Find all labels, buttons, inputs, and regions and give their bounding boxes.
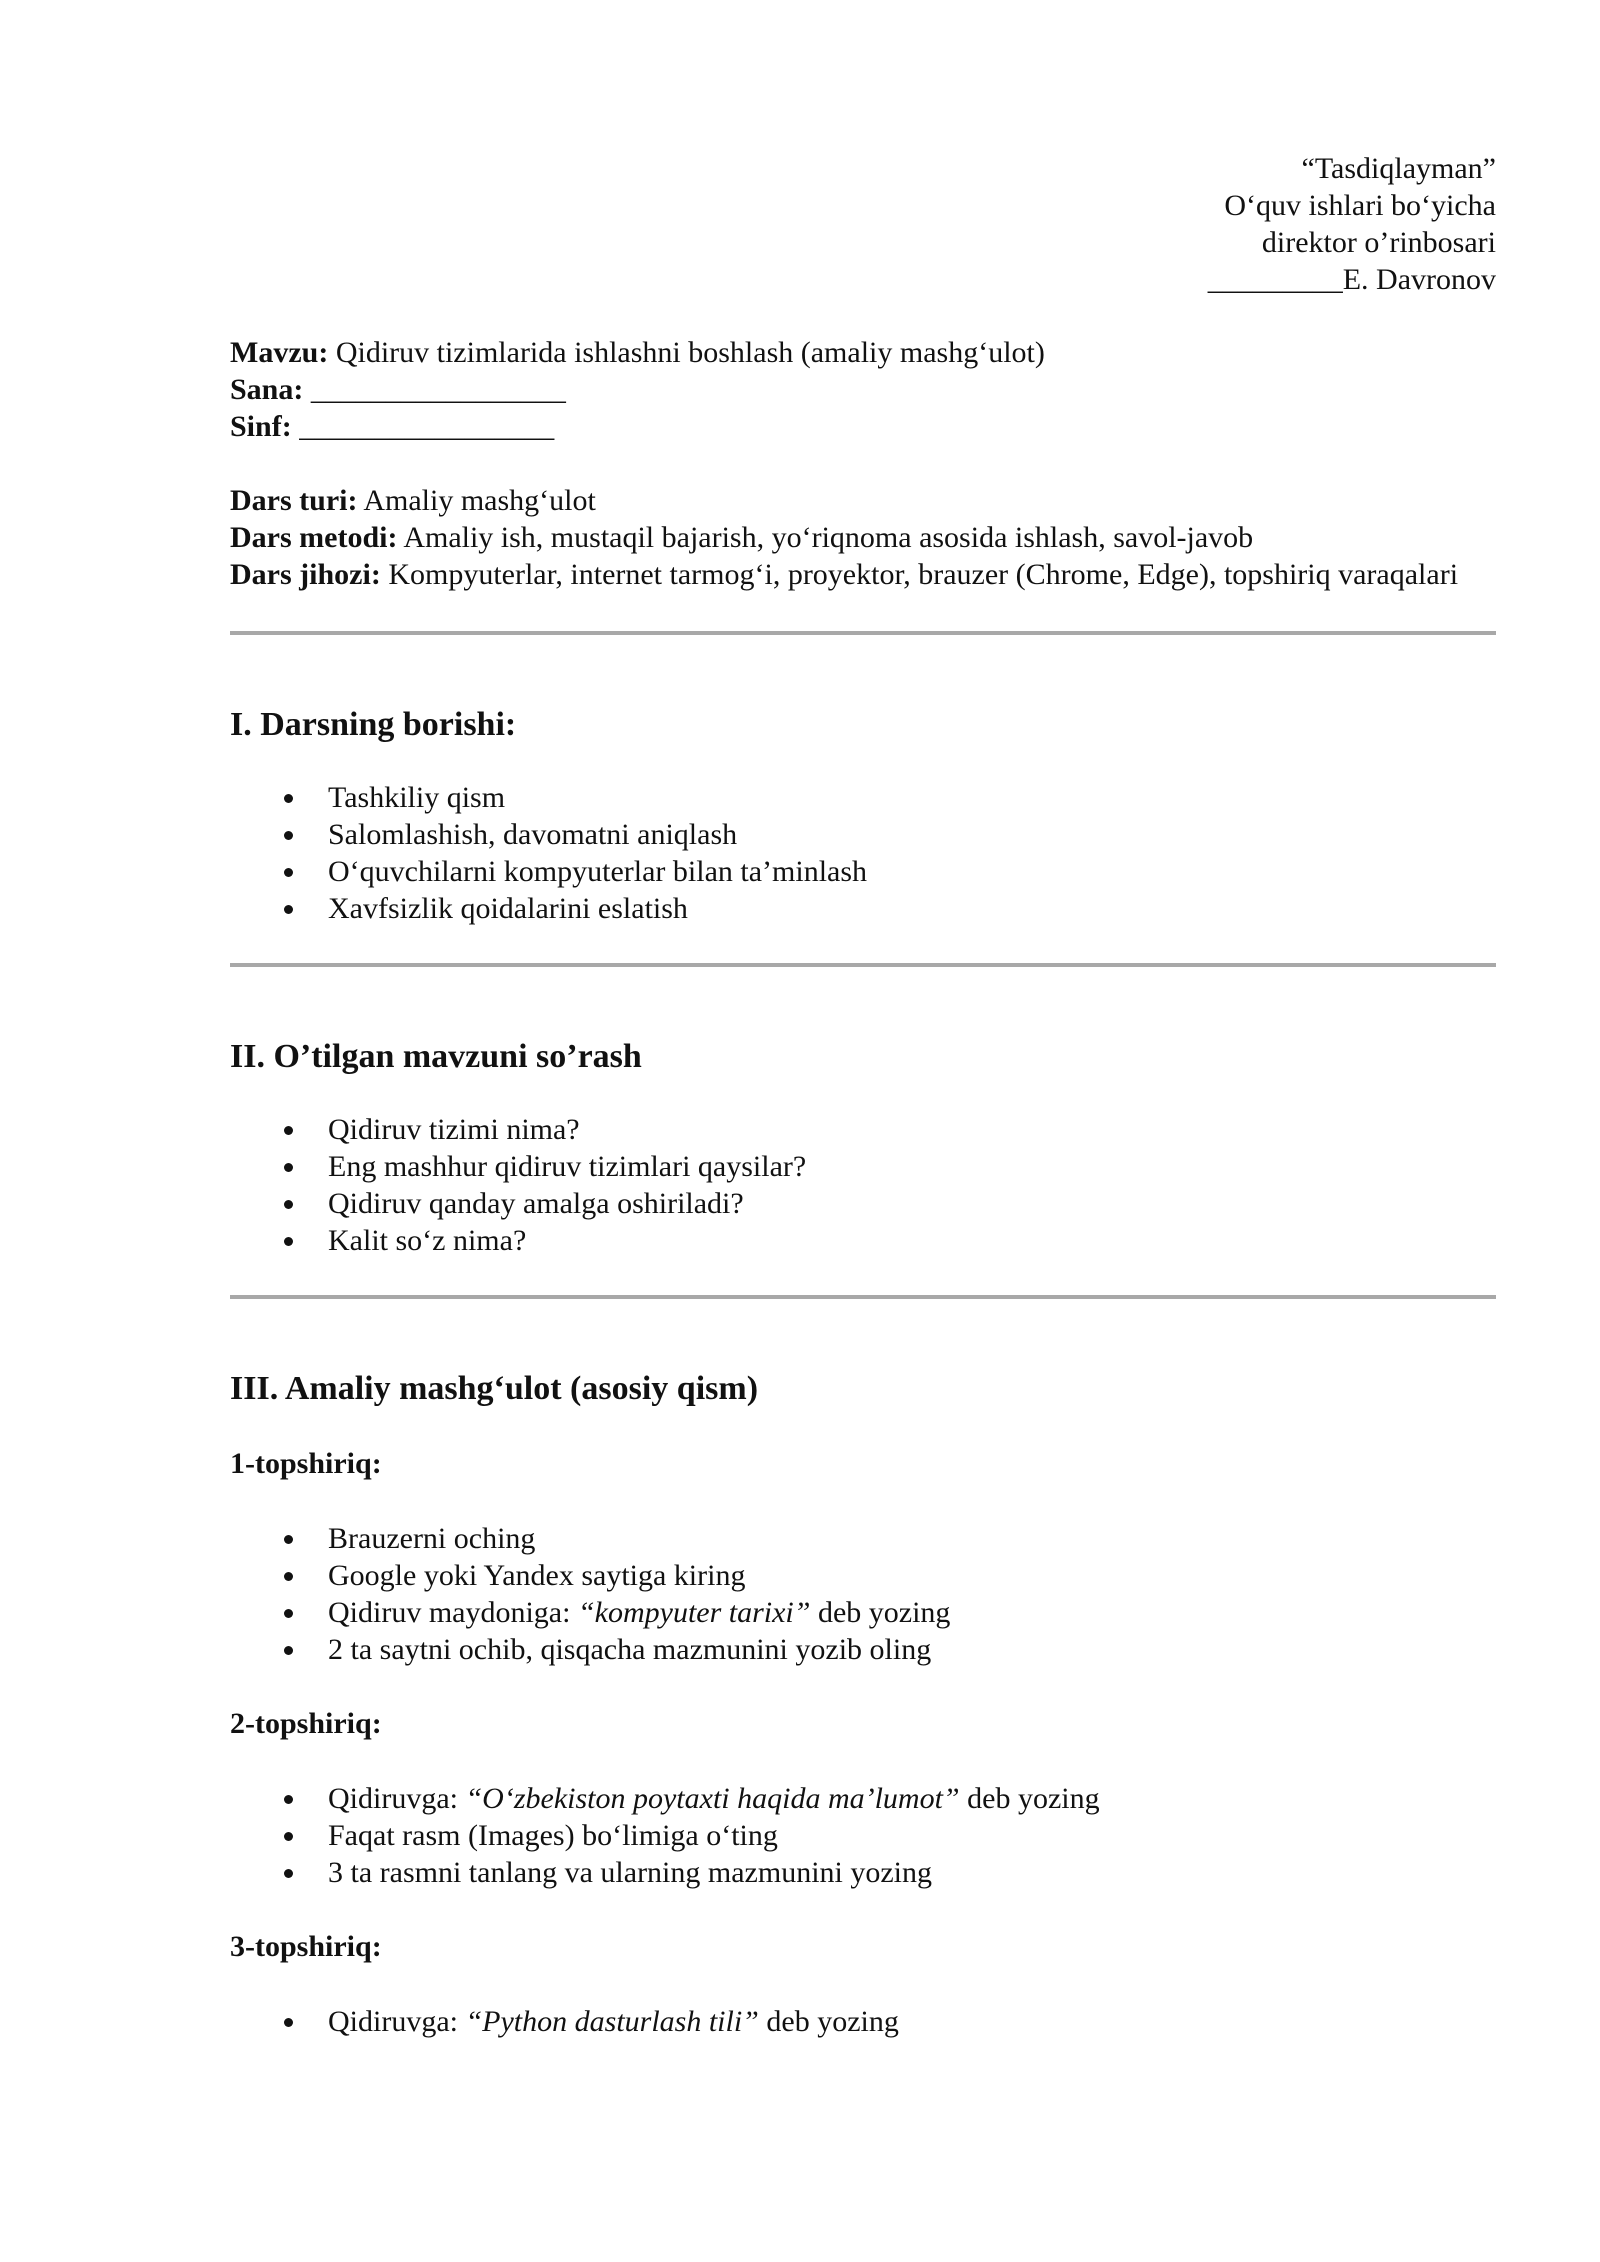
item-text: deb yozing — [810, 1596, 951, 1629]
item-text: deb yozing — [758, 2005, 899, 2038]
class-label: Sinf: — [230, 410, 292, 443]
task-2-list — [230, 1780, 1496, 1891]
document-page — [230, 150, 1496, 2040]
list-item — [230, 1780, 1496, 1817]
class-value: _________________ — [291, 410, 555, 443]
approval-block — [230, 150, 1496, 298]
date-row — [230, 371, 1496, 408]
lesson-equipment-row — [230, 556, 1496, 593]
topic-label: Mavzu: — [230, 336, 329, 369]
lesson-type-label: Dars turi: — [230, 484, 358, 517]
section-2-title: II. O’tilgan mavzuni so’rash — [230, 1038, 642, 1075]
topic-row — [230, 334, 1496, 371]
section-1-title: I. Darsning borishi: — [230, 706, 517, 743]
list-item: Brauzerni oching — [230, 1520, 1496, 1557]
list-item: 2 ta saytni ochib, qisqacha mazmunini yozib oling — [230, 1631, 1496, 1668]
item-text: Qidiruvga: — [328, 1782, 466, 1815]
approval-signature: _________E. Davronov — [1207, 263, 1496, 296]
list-item: Kalit so‘z nima? — [230, 1222, 1496, 1259]
task-2-title: 2-topshiriq: — [230, 1707, 382, 1740]
search-query: “Python dasturlash tili” — [465, 2005, 759, 2038]
item-text: Qidiruvga: — [328, 2005, 466, 2038]
list-item: 3 ta rasmni tanlang va ularning mazmunini yozing — [230, 1854, 1496, 1891]
list-item: Tashkiliy qism — [230, 779, 1496, 816]
task-3-list — [230, 2003, 1496, 2040]
list-item: O‘quvchilarni kompyuterlar bilan ta’minlash — [230, 853, 1496, 890]
divider — [230, 631, 1496, 635]
lesson-type-row — [230, 482, 1496, 519]
task-1-title: 1-topshiriq: — [230, 1447, 382, 1480]
approval-position: O‘quv ishlari bo‘yicha — [1224, 189, 1496, 222]
list-item — [230, 1594, 1496, 1631]
lesson-method-row — [230, 519, 1496, 556]
search-query: “kompyuter tarixi” — [577, 1596, 811, 1629]
date-value: _________________ — [303, 373, 566, 406]
list-item — [230, 2003, 1496, 2040]
topic-value: Qidiruv tizimlarida ishlashni boshlash (amaliy mashg‘ulot) — [328, 336, 1045, 369]
date-label: Sana: — [230, 373, 304, 406]
section-3-title: III. Amaliy mashg‘ulot (asosiy qism) — [230, 1370, 759, 1407]
task-1-list — [230, 1520, 1496, 1668]
lesson-method-label: Dars metodi: — [230, 521, 398, 554]
list-item: Qidiruv qanday amalga oshiriladi? — [230, 1185, 1496, 1222]
approval-role: direktor o’rinbosari — [1261, 226, 1496, 259]
lesson-equipment-value: Kompyuterlar, internet tarmog‘i, proyektor, brauzer (Chrome, Edge), topshiriq varaqalari — [380, 558, 1459, 591]
section-2-list — [230, 1111, 1496, 1259]
divider — [230, 1295, 1496, 1299]
item-text: Qidiruv maydoniga: — [328, 1596, 578, 1629]
task-3-title: 3-topshiriq: — [230, 1930, 382, 1963]
section-1-list — [230, 779, 1496, 927]
lesson-type-value: Amaliy mashg‘ulot — [357, 484, 596, 517]
item-text: deb yozing — [959, 1782, 1100, 1815]
approval-title: “Tasdiqlayman” — [1301, 152, 1496, 185]
spacer — [230, 445, 1496, 482]
class-row — [230, 408, 1496, 445]
list-item: Xavfsizlik qoidalarini eslatish — [230, 890, 1496, 927]
list-item: Qidiruv tizimi nima? — [230, 1111, 1496, 1148]
lesson-method-value: Amaliy ish, mustaqil bajarish, yo‘riqnoma asosida ishlash, savol-javob — [397, 521, 1254, 554]
list-item: Google yoki Yandex saytiga kiring — [230, 1557, 1496, 1594]
list-item: Faqat rasm (Images) bo‘limiga o‘ting — [230, 1817, 1496, 1854]
divider — [230, 963, 1496, 967]
lesson-equipment-label: Dars jihozi: — [230, 558, 381, 591]
list-item: Eng mashhur qidiruv tizimlari qaysilar? — [230, 1148, 1496, 1185]
list-item: Salomlashish, davomatni aniqlash — [230, 816, 1496, 853]
search-query: “O‘zbekiston poytaxti haqida ma’lumot” — [465, 1782, 960, 1815]
lesson-meta — [230, 334, 1496, 593]
